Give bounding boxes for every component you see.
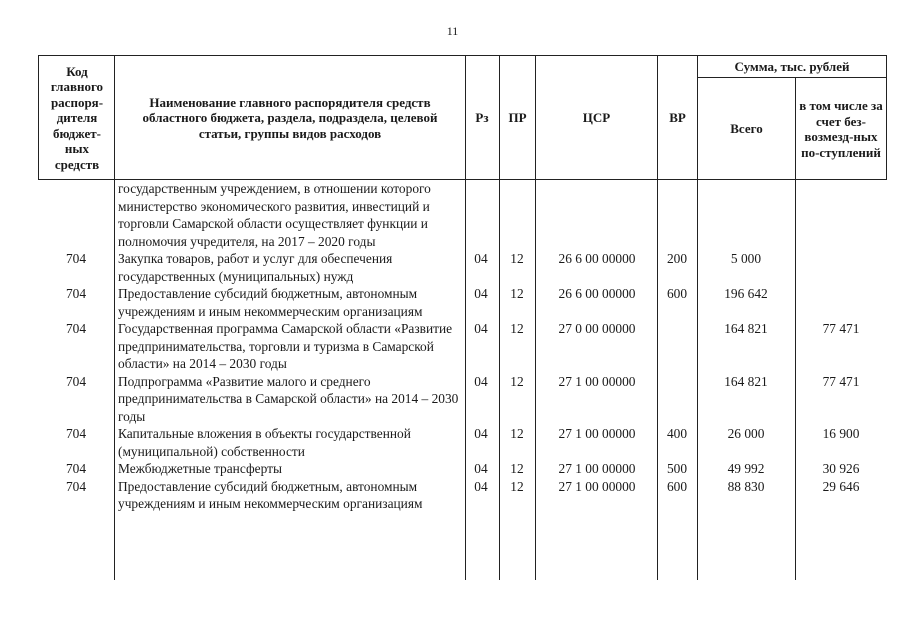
cell-code: 704 — [65, 461, 87, 476]
cell-rz: 04 — [474, 373, 488, 389]
header-vline — [886, 55, 887, 180]
cell-pr: 12 — [510, 426, 524, 441]
cell-pr: 12 — [510, 251, 524, 266]
cell-code: 704 — [65, 426, 87, 441]
cell-total: 164 821 — [724, 321, 768, 336]
table-row — [38, 478, 887, 513]
header-rz: Рз — [475, 110, 489, 126]
cell-total: 88 830 — [727, 478, 765, 494]
cell-rz: 04 — [474, 461, 488, 476]
cell-total: 196 642 — [724, 286, 768, 301]
header-name: Наименование главного распорядителя средств областного бюджета, раздела, подраздела, целевой статьи, группы видов расходов — [142, 94, 438, 141]
cell-name: Капитальные вложения в объекты государственной (муниципальной) собственности — [118, 426, 411, 459]
cell-total: 26 000 — [727, 426, 765, 441]
header-csr: ЦСР — [582, 110, 611, 126]
cell-pr: 12 — [510, 286, 524, 301]
cell-csr: 27 1 00 00000 — [558, 461, 636, 476]
table-header — [38, 55, 887, 180]
cell-rz: 04 — [474, 478, 488, 494]
table-row — [38, 180, 887, 250]
cell-free: 16 900 — [822, 426, 860, 441]
cell-name: Предоставление субсидий бюджетным, автономным учреждениям и иным некоммерческим организациям — [118, 286, 423, 319]
cell-vr: 600 — [666, 286, 688, 301]
page-number: 11 — [446, 24, 459, 38]
cell-csr: 26 6 00 00000 — [558, 251, 636, 266]
cell-free: 77 471 — [822, 321, 860, 336]
cell-name: Подпрограмма «Развитие малого и среднего предпринимательства в Самарской области» на 2014 – 2030 годы — [118, 373, 459, 424]
cell-name: Предоставление субсидий бюджетным, автономным учреждениям и иным некоммерческим организациям — [118, 478, 423, 511]
cell-name: Закупка товаров, работ и услуг для обеспечения государственных (муниципальных) нужд — [118, 251, 393, 284]
cell-name: Государственная программа Самарской области «Развитие предпринимательства, торговли и туризма в Самарской области» на 2014 – 2030 годы — [118, 321, 453, 371]
table-row — [38, 250, 887, 285]
cell-vr: 200 — [666, 251, 688, 266]
cell-name: государственным учреждением, в отношении которого министерство экономического развития, инвестиций и торговли Самарской области осуществляет функции и полномочия учредителя, на 2017 – 2020 годы — [118, 181, 431, 249]
cell-free: 30 926 — [822, 461, 860, 476]
table-body — [38, 180, 887, 513]
header-code: Код главного распоря-дителя бюджет-ных средств — [50, 63, 104, 172]
table-row — [38, 460, 887, 478]
cell-csr: 27 1 00 00000 — [558, 373, 636, 389]
table-row — [38, 425, 887, 460]
header-vr: ВР — [669, 110, 686, 126]
cell-total: 5 000 — [730, 251, 762, 266]
cell-csr: 27 1 00 00000 — [558, 426, 636, 441]
cell-rz: 04 — [474, 251, 488, 266]
cell-code: 704 — [65, 478, 87, 494]
cell-vr: 500 — [666, 461, 688, 476]
header-vline — [114, 55, 115, 180]
cell-pr: 12 — [510, 373, 524, 389]
cell-total: 49 992 — [727, 461, 765, 476]
header-pr: ПР — [508, 110, 527, 126]
cell-rz: 04 — [474, 286, 488, 301]
cell-rz: 04 — [474, 426, 488, 441]
cell-vr: 600 — [666, 478, 688, 494]
cell-total: 164 821 — [724, 373, 768, 389]
cell-free: 29 646 — [822, 478, 860, 494]
header-total: Всего — [730, 120, 763, 136]
table-row — [38, 285, 887, 320]
cell-code: 704 — [65, 321, 87, 336]
cell-pr: 12 — [510, 461, 524, 476]
cell-free: 77 471 — [822, 373, 860, 389]
cell-csr: 27 1 00 00000 — [558, 478, 636, 494]
cell-pr: 12 — [510, 478, 524, 494]
cell-csr: 26 6 00 00000 — [558, 286, 636, 301]
header-vline — [795, 77, 796, 180]
cell-code: 704 — [65, 286, 87, 301]
header-vline — [38, 55, 39, 180]
cell-rz: 04 — [474, 321, 488, 336]
cell-code: 704 — [65, 373, 87, 389]
table-row — [38, 320, 887, 373]
cell-csr: 27 0 00 00000 — [558, 321, 636, 336]
header-free: в том числе за счет без-возмезд-ных по-ступлений — [799, 98, 883, 160]
table-row — [38, 373, 887, 426]
cell-code: 704 — [65, 251, 87, 266]
header-sum: Сумма, тыс. рублей — [734, 58, 850, 74]
cell-pr: 12 — [510, 321, 524, 336]
cell-vr: 400 — [666, 426, 688, 441]
cell-name: Межбюджетные трансферты — [118, 461, 282, 476]
